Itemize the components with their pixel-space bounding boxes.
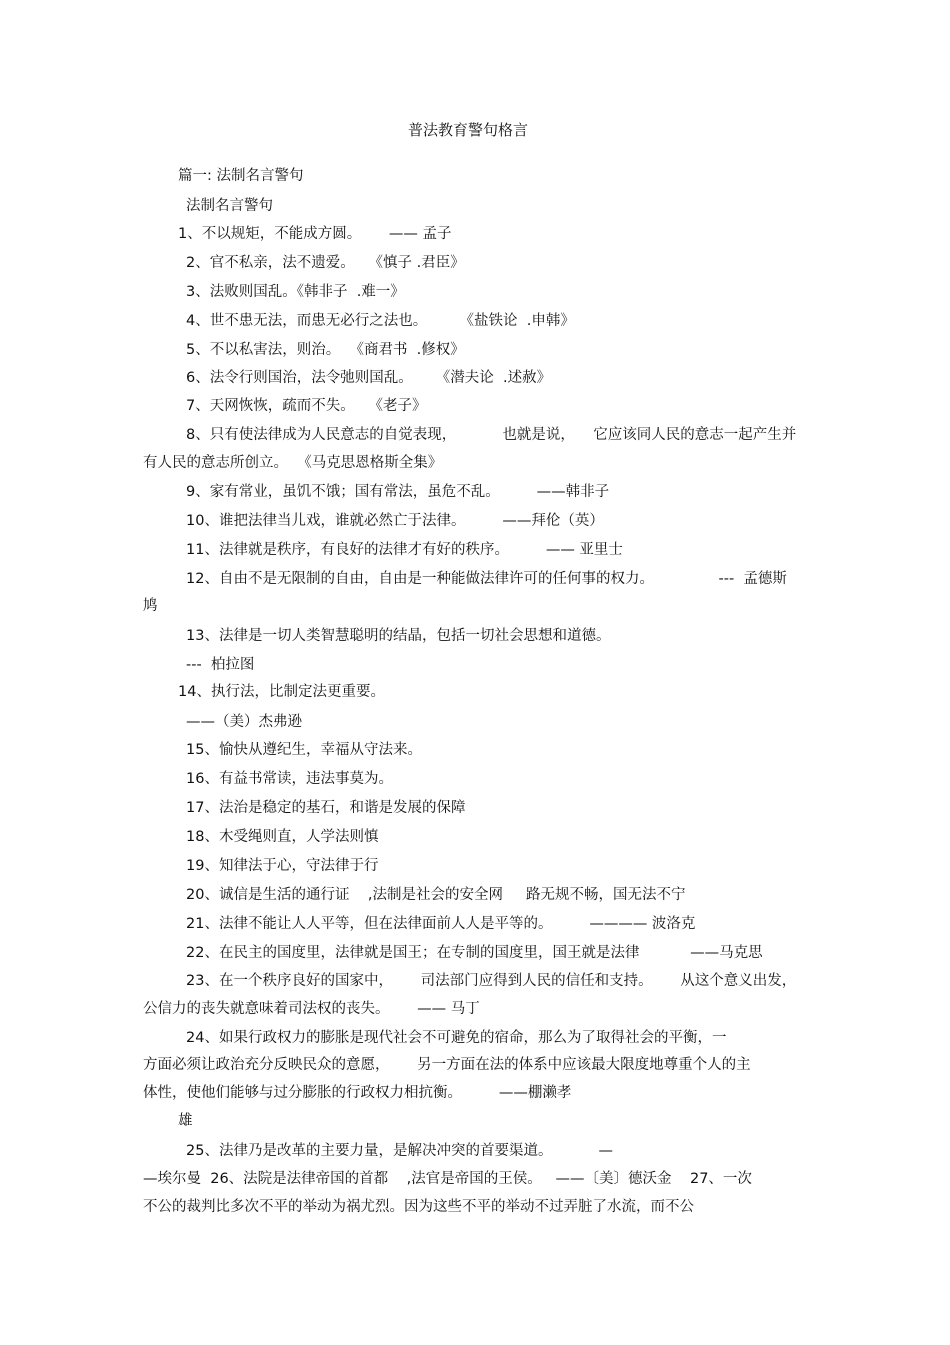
quote-line: 22、在民主的国度里，法律就是国王；在专制的国度里，国王就是法律 ——马克思 bbox=[186, 945, 763, 961]
document-title: 普法教育警句格言 bbox=[408, 121, 529, 139]
quote-line: 1、不以规矩，不能成方圆。 —— 孟子 bbox=[178, 226, 452, 242]
quote-line-continued: 体性，使他们能够与过分膨胀的行政权力相抗衡。 ——棚濑孝 bbox=[143, 1085, 572, 1101]
quote-line: 17、法治是稳定的基石，和谐是发展的保障 bbox=[186, 800, 466, 816]
quote-line: 24、如果行政权力的膨胀是现代社会不可避免的宿命，那么为了取得社会的平衡，一 bbox=[186, 1030, 727, 1046]
quote-line: 16、有益书常读，违法事莫为。 bbox=[186, 771, 393, 787]
quote-line: 9、家有常业，虽饥不饿；国有常法，虽危不乱。 ——韩非子 bbox=[186, 484, 610, 500]
quote-line-continued: 方面必须让政治充分反映民众的意愿， 另一方面在法的体系中应该最大限度地尊重个人的主 bbox=[143, 1057, 751, 1073]
quote-line: 15、愉快从遵纪生，幸福从守法来。 bbox=[186, 742, 422, 758]
quote-attribution: ——（美）杰弗逊 bbox=[186, 714, 302, 730]
quote-line: 14、执行法，比制定法更重要。 bbox=[178, 684, 385, 700]
quote-line: 5、不以私害法，则治。 《商君书 .修权》 bbox=[186, 342, 465, 358]
section-heading: 篇一: 法制名言警句 bbox=[178, 168, 304, 184]
quote-line-continued: 不公的裁判比多次不平的举动为祸尤烈。因为这些不平的举动不过弄脏了水流，而不公 bbox=[143, 1199, 694, 1215]
quote-line-continued: —埃尔曼 26、法院是法律帝国的首都 ,法官是帝国的王侯。 ——〔美〕德沃金 27、一次 bbox=[143, 1171, 752, 1187]
quote-line-continued: 有人民的意志所创立。 《马克思恩格斯全集》 bbox=[143, 455, 443, 471]
quote-line: 25、法律乃是改革的主要力量，是解决冲突的首要渠道。 — bbox=[186, 1143, 614, 1159]
quote-line: 18、木受绳则直，人学法则慎 bbox=[186, 829, 379, 845]
quote-line: 4、世不患无法，而患无必行之法也。 《盐铁论 .申韩》 bbox=[186, 313, 575, 329]
quote-line: 11、法律就是秩序，有良好的法律才有好的秩序。 —— 亚里士 bbox=[186, 542, 623, 558]
quote-attribution: --- 柏拉图 bbox=[186, 657, 255, 673]
quote-line: 10、谁把法律当儿戏，谁就必然亡于法律。 ——拜伦（英） bbox=[186, 513, 604, 529]
quote-line-continued: 雄 bbox=[178, 1113, 193, 1129]
quote-line: 2、官不私亲，法不遗爱。 《慎子 .君臣》 bbox=[186, 255, 465, 271]
quote-line: 19、知律法于心，守法律于行 bbox=[186, 858, 379, 874]
quote-line: 12、自由不是无限制的自由，自由是一种能做法律许可的任何事的权力。 --- 孟德斯 bbox=[186, 571, 787, 587]
quote-line: 3、法败则国乱。《韩非子 .难一》 bbox=[186, 284, 405, 300]
quote-line: 6、法令行则国治，法令弛则国乱。 《潜夫论 .述赦》 bbox=[186, 370, 552, 386]
quote-line-continued: 鸠 bbox=[143, 598, 158, 614]
quote-line: 7、天网恢恢，疏而不失。 《老子》 bbox=[186, 398, 427, 414]
quote-line-continued: 公信力的丧失就意味着司法权的丧失。 —— 马丁 bbox=[143, 1001, 480, 1017]
quote-line: 21、法律不能让人人平等，但在法律面前人人是平等的。 ———— 波洛克 bbox=[186, 916, 696, 932]
quote-line: 23、在一个秩序良好的国家中， 司法部门应得到人民的信任和支持。 从这个意义出发， bbox=[186, 973, 797, 989]
subsection-heading: 法制名言警句 bbox=[186, 198, 273, 214]
quote-line: 8、只有使法律成为人民意志的自觉表现， 也就是说， 它应该同人民的意志一起产生并 bbox=[186, 427, 797, 443]
quote-line: 13、法律是一切人类智慧聪明的结晶，包括一切社会思想和道德。 bbox=[186, 628, 611, 644]
quote-line: 20、诚信是生活的通行证 ,法制是社会的安全网 路无规不畅，国无法不宁 bbox=[186, 887, 686, 903]
